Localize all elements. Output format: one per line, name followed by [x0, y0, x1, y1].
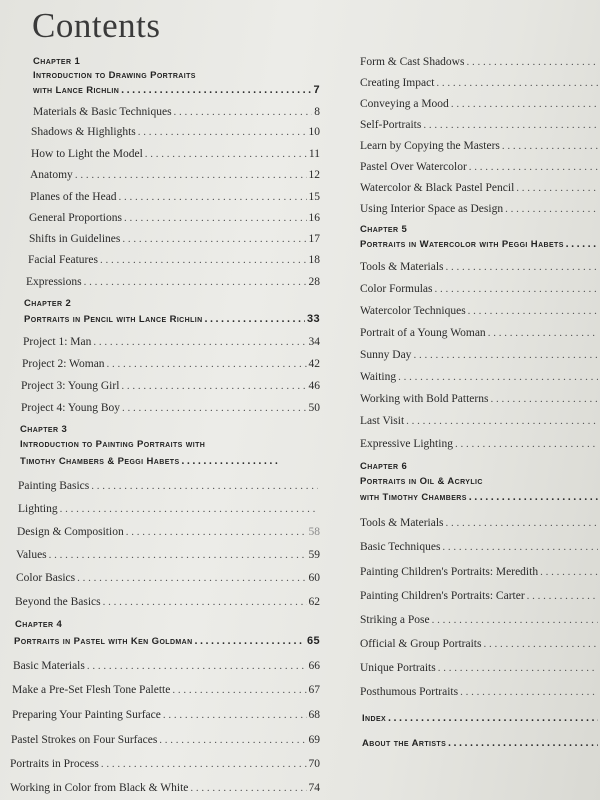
toc-entry[interactable]: Planes of the Head . . . 15 — [30, 191, 320, 203]
toc-entry[interactable]: Design & Composition . . . 58 — [17, 526, 320, 538]
toc-entry[interactable]: Anatomy . . . 12 — [30, 169, 320, 181]
toc-entry[interactable]: Tools & Materials . . . — [360, 261, 600, 273]
toc-entry[interactable]: Facial Features . . . 18 — [28, 254, 320, 266]
toc-entry[interactable]: Values . . . 59 — [16, 549, 320, 561]
toc-entry[interactable]: Beyond the Basics . . . 62 — [15, 596, 320, 608]
toc-entry[interactable]: Shifts in Guidelines . . . 17 — [29, 233, 320, 245]
chapter-3-title-line1: Introduction to Painting Portraits with — [20, 439, 206, 450]
chapter-5-heading[interactable] — [360, 238, 600, 250]
toc-entry[interactable]: Working in Color from Black & White . . . 74 — [10, 782, 320, 794]
toc-entry[interactable]: Expressive Lighting . . . — [360, 438, 600, 450]
chapter-3-heading[interactable] — [20, 455, 280, 467]
toc-entry[interactable]: Form & Cast Shadows . . . — [360, 56, 600, 68]
toc-entry[interactable]: Project 2: Woman . . . 42 — [22, 358, 320, 370]
chapter-5-title: Portraits in Watercolor with Peggi Habets — [360, 239, 564, 250]
toc-entry[interactable]: Project 4: Young Boy . . . 50 — [21, 402, 320, 414]
toc-entry[interactable]: Pastel Strokes on Four Surfaces . . . 69 — [11, 734, 320, 746]
toc-entry[interactable]: Expressions . . . 28 — [26, 276, 320, 288]
toc-entry[interactable]: Learn by Copying the Masters . . . — [360, 140, 600, 152]
toc-entry[interactable]: Basic Materials . . . 66 — [13, 660, 320, 672]
chapter-6-number: Chapter 6 — [360, 461, 408, 472]
toc-entry[interactable]: Using Interior Space as Design . . . — [360, 203, 600, 215]
toc-entry[interactable]: Posthumous Portraits . . . — [360, 686, 600, 698]
toc-entry[interactable]: Basic Techniques . . . — [360, 541, 600, 553]
chapter-1-title-line2: with Lance Richlin — [33, 85, 120, 96]
toc-entry[interactable]: Preparing Your Painting Surface . . . 68 — [12, 709, 320, 721]
toc-entry[interactable]: Creating Impact . . . — [360, 77, 600, 89]
about-artists-label: About the Artists — [362, 738, 447, 749]
chapter-6-title-line1: Portraits in Oil & Acrylic — [360, 476, 483, 487]
toc-entry[interactable]: Unique Portraits . . . — [360, 662, 600, 674]
toc-entry[interactable]: Painting Children's Portraits: Meredith . . . — [360, 566, 600, 578]
index-label: Index — [362, 713, 387, 724]
toc-entry[interactable]: Painting Children's Portraits: Carter . . . — [360, 590, 600, 602]
toc-entry[interactable]: Project 3: Young Girl . . . 46 — [21, 380, 320, 392]
chapter-1-page: 7 — [313, 84, 320, 96]
chapter-4-number: Chapter 4 — [15, 619, 63, 630]
toc-entry[interactable]: Last Visit . . . — [360, 415, 600, 427]
chapter-4-heading[interactable] — [14, 635, 320, 647]
chapter-6-title-line2: with Timothy Chambers — [360, 492, 467, 503]
chapter-4-page: 65 — [306, 635, 320, 647]
toc-entry[interactable]: Official & Group Portraits . . . — [360, 638, 600, 650]
toc-entry[interactable]: Materials & Basic Techniques . . . 8 — [33, 106, 320, 118]
toc-entry[interactable]: General Proportions . . . 16 — [29, 212, 320, 224]
about-artists-heading[interactable] — [362, 737, 600, 749]
chapter-2-page: 33 — [306, 313, 320, 325]
chapter-1-title-line1: Introduction to Drawing Portraits — [33, 70, 196, 81]
chapter-6-heading[interactable] — [360, 491, 600, 503]
toc-entry[interactable]: Color Basics . . . 60 — [16, 572, 320, 584]
page-title: Contents — [32, 6, 161, 45]
toc-entry[interactable]: Conveying a Mood . . . — [360, 98, 600, 110]
toc-entry[interactable]: Waiting . . . — [360, 371, 600, 383]
chapter-2-title: Portraits in Pencil with Lance Richlin — [24, 314, 203, 325]
index-heading[interactable] — [362, 712, 600, 724]
chapter-4-title: Portraits in Pastel with Ken Goldman — [14, 636, 193, 647]
chapter-1-number: Chapter 1 — [33, 56, 81, 67]
toc-entry[interactable]: Sunny Day . . . — [360, 349, 600, 361]
toc-entry[interactable]: Watercolor & Black Pastel Pencil . . . — [360, 182, 600, 194]
toc-entry[interactable]: Painting Basics . . . — [18, 480, 320, 492]
toc-entry[interactable]: Project 1: Man . . . 34 — [23, 336, 320, 348]
toc-entry[interactable]: Shadows & Highlights . . . 10 — [31, 126, 320, 138]
toc-entry[interactable]: How to Light the Model . . . 11 — [31, 148, 320, 160]
toc-entry[interactable]: Pastel Over Watercolor . . . — [360, 161, 600, 173]
chapter-1-heading[interactable] — [33, 84, 320, 96]
chapter-3-title-line2: Timothy Chambers & Peggi Habets — [20, 456, 180, 467]
toc-entry[interactable]: Watercolor Techniques . . . — [360, 305, 600, 317]
toc-entry[interactable]: Make a Pre-Set Flesh Tone Palette . . . 67 — [12, 684, 320, 696]
toc-entry[interactable]: Striking a Pose . . . — [360, 614, 600, 626]
toc-entry[interactable]: Portraits in Process . . . 70 — [10, 758, 320, 770]
chapter-3-number: Chapter 3 — [20, 424, 68, 435]
toc-entry[interactable]: Portrait of a Young Woman . . . — [360, 327, 600, 339]
toc-entry[interactable]: Self-Portraits . . . — [360, 119, 600, 131]
toc-entry[interactable]: Working with Bold Patterns . . . — [360, 393, 600, 405]
toc-entry[interactable]: Color Formulas . . . — [360, 283, 600, 295]
toc-entry[interactable]: Lighting . . . — [18, 503, 320, 515]
chapter-5-number: Chapter 5 — [360, 224, 408, 235]
chapter-2-heading[interactable] — [24, 313, 320, 325]
chapter-2-number: Chapter 2 — [24, 298, 72, 309]
toc-entry[interactable]: Tools & Materials . . . — [360, 517, 600, 529]
